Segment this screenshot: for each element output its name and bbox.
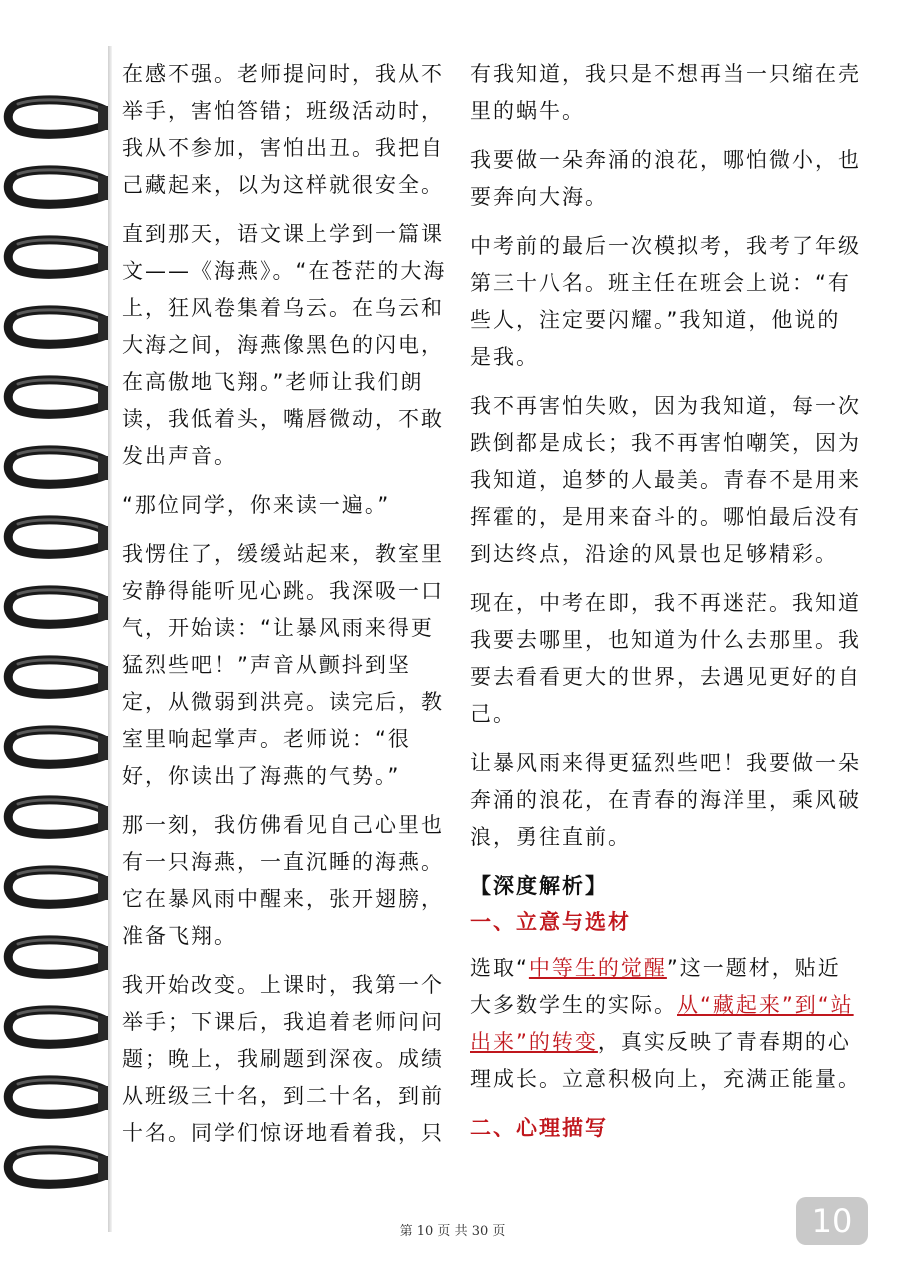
paragraph: 那一刻，我仿佛看见自己心里也有一只海燕，一直沉睡的海燕。它在暴风雨中醒来，张开翅膀，准备飞翔。 <box>122 813 444 948</box>
text-run: ”这一题材，贴近大多数学生的实际。 <box>470 956 841 1017</box>
paragraph: 我开始改变。上课时，我第一个举手；下课后，我追着老师问问题；晚上，我刷题到深夜。成绩从班级三十名，到二十名，到前十名。同学们惊讶地看着我，只 <box>122 973 444 1145</box>
page-number-badge: 10 <box>796 1197 868 1245</box>
paragraph: 直到那天，语文课上学到一篇课文——《海燕》。“在苍茫的大海上，狂风卷集着乌云。在乌云和大海之间，海燕像黑色的闪电，在高傲地飞翔。”老师让我们朗读，我低着头，嘴唇微动，不敢发出声音。 <box>122 222 447 468</box>
spiral-binding <box>0 40 112 1240</box>
page-edge <box>108 46 112 1232</box>
page-footer: 第 10 页 共 30 页 <box>399 1224 506 1239</box>
paragraph: 我愣住了，缓缓站起来，教室里安静得能听见心跳。我深吸一口气，开始读：“让暴风雨来得更猛烈些吧！”声音从颤抖到坚定，从微弱到洪亮。读完后，教室里响起掌声。老师说：“很好，你读出了海燕的气势。” <box>122 542 444 788</box>
analysis-title: 【深度解析】 <box>470 874 608 898</box>
paragraph: 我不再害怕失败，因为我知道，每一次跌倒都是成长；我不再害怕嘲笑，因为我知道，追梦的人最美。青春不是用来挥霍的，是用来奋斗的。哪怕最后没有到达终点，沿途的风景也足够精彩。 <box>470 394 861 566</box>
paragraph: 现在，中考在即，我不再迷茫。我知道我要去哪里，也知道为什么去那里。我要去看看更大的世界，去遇见更好的自己。 <box>470 591 861 726</box>
highlight-text: 从“藏起来”到“站出来”的转变 <box>470 993 854 1054</box>
left-column <box>122 56 447 1164</box>
paragraph: “那位同学，你来读一遍。” <box>122 493 391 517</box>
text-run: ，真实反映了青春期的心理成长。立意积极向上，充满正能量。 <box>470 1030 861 1091</box>
analysis-paragraph <box>470 950 862 1098</box>
section-heading-2: 二、心理描写 <box>470 1116 608 1140</box>
highlight-text: 中等生的觉醒 <box>528 956 667 980</box>
right-column <box>470 56 862 1156</box>
paragraph: 中考前的最后一次模拟考，我考了年级第三十八名。班主任在班会上说：“有些人，注定要闪耀。”我知道，他说的是我。 <box>470 234 861 369</box>
paragraph: 在感不强。老师提问时，我从不举手，害怕答错；班级活动时，我从不参加，害怕出丑。我把自己藏起来，以为这样就很安全。 <box>122 62 444 197</box>
paragraph: 让暴风雨来得更猛烈些吧！我要做一朵奔涌的浪花，在青春的海洋里，乘风破浪，勇往直前。 <box>470 751 861 849</box>
paragraph: 有我知道，我只是不想再当一只缩在壳里的蜗牛。 <box>470 62 861 123</box>
paragraph: 我要做一朵奔涌的浪花，哪怕微小，也要奔向大海。 <box>470 148 861 209</box>
section-heading-1: 一、立意与选材 <box>470 910 631 934</box>
text-run: 选取“ <box>470 956 529 980</box>
